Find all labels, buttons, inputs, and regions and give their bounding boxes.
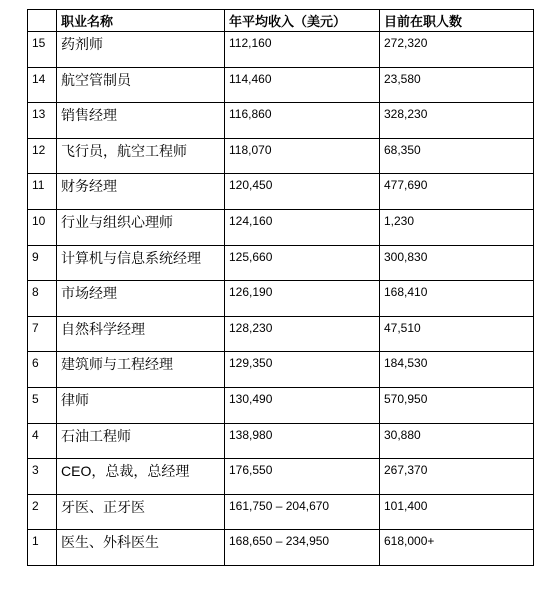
cell-employed-count: 23,580 bbox=[380, 67, 534, 103]
cell-employed-count: 47,510 bbox=[380, 316, 534, 352]
cell-employed-count: 477,690 bbox=[380, 174, 534, 210]
table-row bbox=[28, 103, 534, 139]
table-row bbox=[28, 530, 534, 566]
cell-average-income: 168,650 – 234,950 bbox=[225, 530, 380, 566]
cell-job-title: 药剂师 bbox=[57, 32, 225, 68]
cell-employed-count: 300,830 bbox=[380, 245, 534, 281]
cell-employed-count: 267,370 bbox=[380, 459, 534, 495]
cell-job-title: CEO，总裁，总经理 bbox=[57, 459, 225, 495]
salary-table bbox=[27, 9, 534, 566]
table-row bbox=[28, 245, 534, 281]
cell-rank: 1 bbox=[28, 530, 57, 566]
cell-rank: 6 bbox=[28, 352, 57, 388]
cell-job-title: 牙医、正牙医 bbox=[57, 494, 225, 530]
table-row bbox=[28, 387, 534, 423]
cell-rank: 8 bbox=[28, 281, 57, 317]
cell-rank: 7 bbox=[28, 316, 57, 352]
header-rank bbox=[28, 10, 57, 32]
table-body bbox=[28, 32, 534, 566]
cell-average-income: 125,660 bbox=[225, 245, 380, 281]
cell-rank: 10 bbox=[28, 209, 57, 245]
cell-rank: 13 bbox=[28, 103, 57, 139]
cell-average-income: 114,460 bbox=[225, 67, 380, 103]
cell-employed-count: 184,530 bbox=[380, 352, 534, 388]
cell-rank: 15 bbox=[28, 32, 57, 68]
cell-rank: 9 bbox=[28, 245, 57, 281]
cell-employed-count: 1,230 bbox=[380, 209, 534, 245]
table-row bbox=[28, 138, 534, 174]
cell-job-title: 销售经理 bbox=[57, 103, 225, 139]
cell-average-income: 138,980 bbox=[225, 423, 380, 459]
cell-rank: 4 bbox=[28, 423, 57, 459]
table-row bbox=[28, 174, 534, 210]
cell-job-title: 财务经理 bbox=[57, 174, 225, 210]
cell-employed-count: 272,320 bbox=[380, 32, 534, 68]
cell-average-income: 126,190 bbox=[225, 281, 380, 317]
cell-average-income: 161,750 – 204,670 bbox=[225, 494, 380, 530]
table-row bbox=[28, 423, 534, 459]
cell-job-title: 医生、外科医生 bbox=[57, 530, 225, 566]
cell-average-income: 120,450 bbox=[225, 174, 380, 210]
cell-average-income: 116,860 bbox=[225, 103, 380, 139]
table-row bbox=[28, 494, 534, 530]
cell-job-title: 计算机与信息系统经理 bbox=[57, 245, 225, 281]
cell-rank: 14 bbox=[28, 67, 57, 103]
cell-job-title: 行业与组织心理师 bbox=[57, 209, 225, 245]
cell-average-income: 118,070 bbox=[225, 138, 380, 174]
cell-rank: 2 bbox=[28, 494, 57, 530]
table-row bbox=[28, 281, 534, 317]
cell-employed-count: 101,400 bbox=[380, 494, 534, 530]
cell-job-title: 建筑师与工程经理 bbox=[57, 352, 225, 388]
cell-employed-count: 618,000+ bbox=[380, 530, 534, 566]
table-row bbox=[28, 316, 534, 352]
cell-rank: 12 bbox=[28, 138, 57, 174]
cell-job-title: 律师 bbox=[57, 387, 225, 423]
cell-rank: 3 bbox=[28, 459, 57, 495]
cell-average-income: 128,230 bbox=[225, 316, 380, 352]
table-row bbox=[28, 352, 534, 388]
cell-average-income: 176,550 bbox=[225, 459, 380, 495]
cell-employed-count: 570,950 bbox=[380, 387, 534, 423]
table-row bbox=[28, 67, 534, 103]
table-row bbox=[28, 209, 534, 245]
cell-job-title: 航空管制员 bbox=[57, 67, 225, 103]
cell-job-title: 市场经理 bbox=[57, 281, 225, 317]
cell-average-income: 124,160 bbox=[225, 209, 380, 245]
header-average-income: 年平均收入（美元） bbox=[225, 10, 380, 32]
cell-employed-count: 68,350 bbox=[380, 138, 534, 174]
header-employed-count: 目前在职人数 bbox=[380, 10, 534, 32]
cell-average-income: 130,490 bbox=[225, 387, 380, 423]
cell-job-title: 飞行员，航空工程师 bbox=[57, 138, 225, 174]
cell-rank: 11 bbox=[28, 174, 57, 210]
cell-employed-count: 30,880 bbox=[380, 423, 534, 459]
cell-rank: 5 bbox=[28, 387, 57, 423]
cell-average-income: 112,160 bbox=[225, 32, 380, 68]
table-row bbox=[28, 459, 534, 495]
cell-employed-count: 328,230 bbox=[380, 103, 534, 139]
cell-job-title: 自然科学经理 bbox=[57, 316, 225, 352]
cell-average-income: 129,350 bbox=[225, 352, 380, 388]
header-row bbox=[28, 10, 534, 32]
cell-employed-count: 168,410 bbox=[380, 281, 534, 317]
table-row bbox=[28, 32, 534, 68]
header-job-title: 职业名称 bbox=[57, 10, 225, 32]
cell-job-title: 石油工程师 bbox=[57, 423, 225, 459]
